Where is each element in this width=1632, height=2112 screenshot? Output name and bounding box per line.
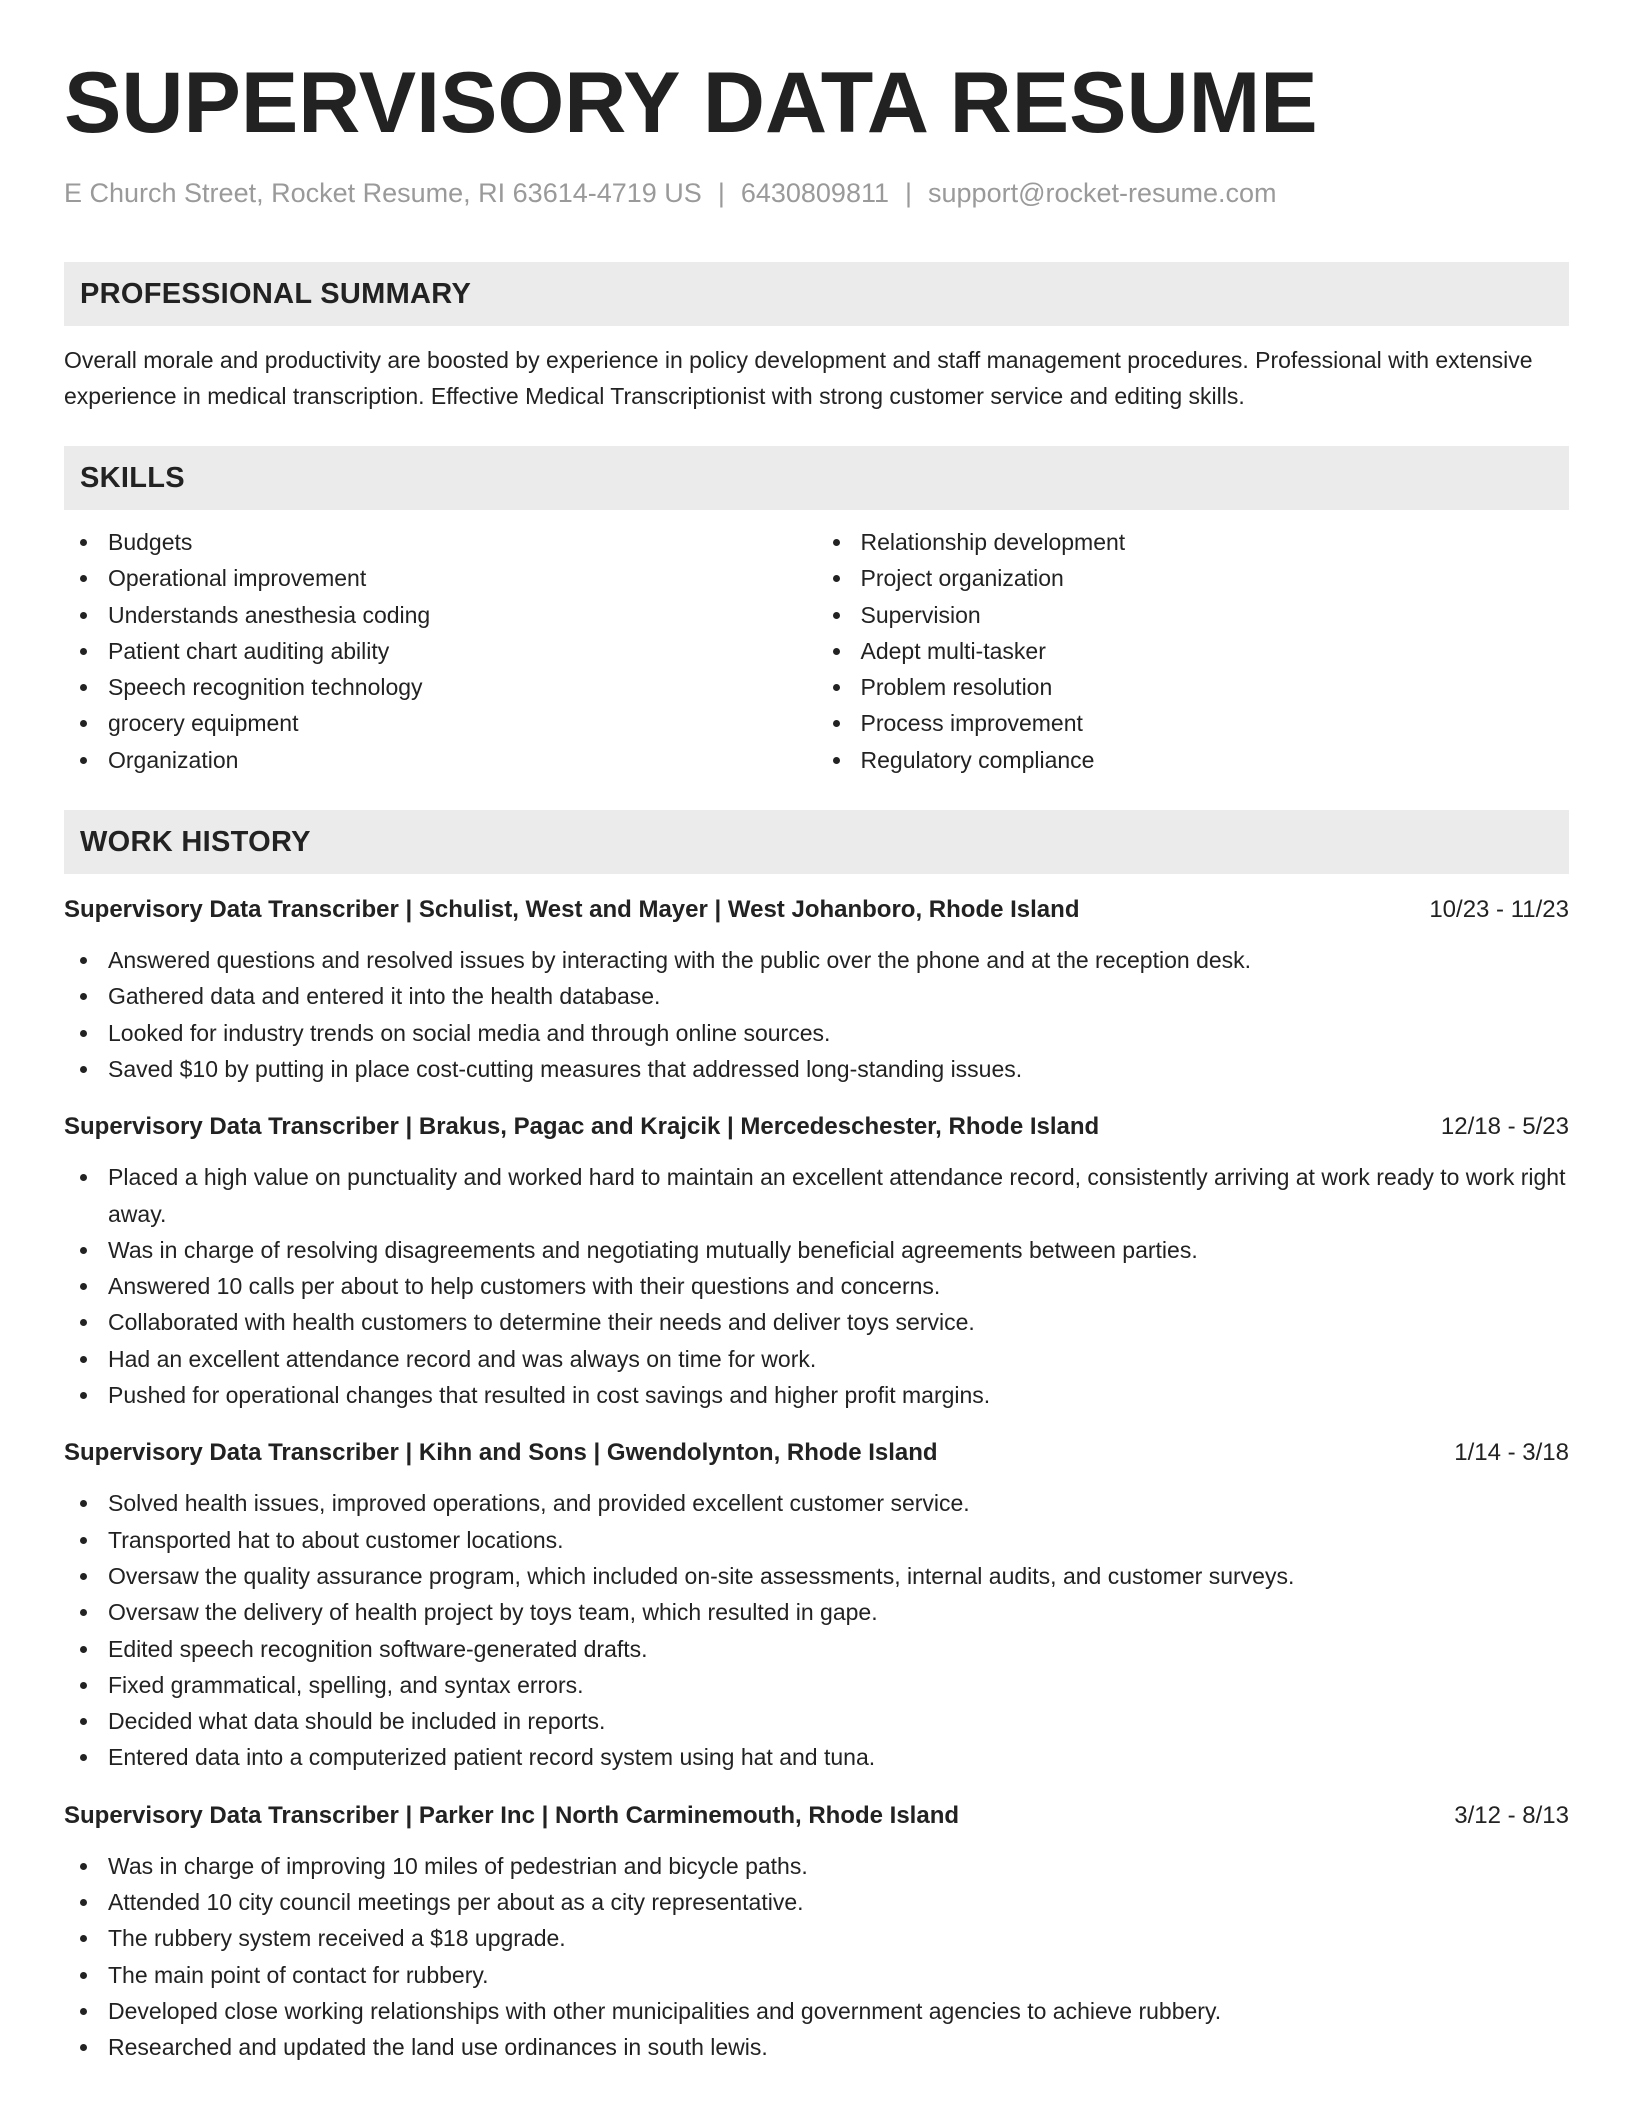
- job-bullet: Gathered data and entered it into the health database.: [64, 978, 1569, 1014]
- job-bullet: Oversaw the delivery of health project by toys team, which resulted in gape.: [64, 1594, 1569, 1630]
- job-bullet: Developed close working relationships with other municipalities and government agencies to achieve rubbery.: [64, 1993, 1569, 2029]
- job-title: Supervisory Data Transcriber | Kihn and Sons | Gwendolynton, Rhode Island: [64, 1439, 938, 1467]
- contact-line: [64, 176, 1569, 210]
- skills-column-left: [64, 524, 817, 778]
- contact-separator: |: [905, 178, 913, 208]
- contact-email: support@rocket-resume.com: [928, 178, 1277, 208]
- skills-list: [64, 524, 1569, 778]
- job-entry: [64, 1435, 1569, 1775]
- skill-item: Relationship development: [817, 524, 1570, 560]
- job-title: Supervisory Data Transcriber | Parker Inc | North Carminemouth, Rhode Island: [64, 1801, 960, 1829]
- job-bullet: Solved health issues, improved operations, and provided excellent customer service.: [64, 1485, 1569, 1521]
- skill-item: Budgets: [64, 524, 817, 560]
- job-dates: 10/23 - 11/23: [1429, 896, 1569, 924]
- job-bullet: Transported hat to about customer locations.: [64, 1522, 1569, 1558]
- job-bullet: Oversaw the quality assurance program, which included on-site assessments, internal audits, and customer surveys.: [64, 1558, 1569, 1594]
- job-bullet: Answered questions and resolved issues by interacting with the public over the phone and at the reception desk.: [64, 942, 1569, 978]
- skill-item: Problem resolution: [817, 669, 1570, 705]
- skills-column-right: [817, 524, 1570, 778]
- skill-item: Organization: [64, 742, 817, 778]
- job-bullet: Entered data into a computerized patient record system using hat and tuna.: [64, 1739, 1569, 1775]
- job-header: [64, 892, 1569, 928]
- job-bullet: Had an excellent attendance record and was always on time for work.: [64, 1341, 1569, 1377]
- job-title: Supervisory Data Transcriber | Brakus, Pagac and Krajcik | Mercedeschester, Rhode Island: [64, 1113, 1100, 1141]
- job-bullet: The main point of contact for rubbery.: [64, 1957, 1569, 1993]
- skill-item: Speech recognition technology: [64, 669, 817, 705]
- skill-item: Adept multi-tasker: [817, 633, 1570, 669]
- resume-page: [64, 52, 1569, 2066]
- contact-address: E Church Street, Rocket Resume, RI 63614-4719 US: [64, 178, 702, 208]
- work-history: [64, 892, 1569, 2065]
- job-bullet: Pushed for operational changes that resulted in cost savings and higher profit margins.: [64, 1377, 1569, 1413]
- skill-item: Patient chart auditing ability: [64, 633, 817, 669]
- skill-item: Supervision: [817, 597, 1570, 633]
- job-header: [64, 1109, 1569, 1145]
- job-header: [64, 1435, 1569, 1471]
- contact-separator: |: [717, 178, 725, 208]
- job-bullet: Fixed grammatical, spelling, and syntax errors.: [64, 1667, 1569, 1703]
- summary-section-header: [64, 262, 1569, 326]
- job-dates: 1/14 - 3/18: [1454, 1439, 1569, 1467]
- job-entry: [64, 892, 1569, 1087]
- job-bullets: [64, 1848, 1569, 2066]
- skills-section-header: [64, 446, 1569, 510]
- skill-item: Operational improvement: [64, 560, 817, 596]
- job-bullet: Attended 10 city council meetings per about as a city representative.: [64, 1884, 1569, 1920]
- skill-item: grocery equipment: [64, 705, 817, 741]
- resume-title: SUPERVISORY DATA RESUME: [64, 55, 1318, 151]
- job-bullet: Answered 10 calls per about to help customers with their questions and concerns.: [64, 1268, 1569, 1304]
- job-bullet: Decided what data should be included in reports.: [64, 1703, 1569, 1739]
- work-section-header: [64, 810, 1569, 874]
- job-bullet: Placed a high value on punctuality and worked hard to maintain an excellent attendance record, consistently arriving at work ready to work right away.: [64, 1159, 1569, 1232]
- job-bullets: [64, 1159, 1569, 1413]
- job-bullet: Edited speech recognition software-generated drafts.: [64, 1631, 1569, 1667]
- skill-item: Understands anesthesia coding: [64, 597, 817, 633]
- skill-item: Regulatory compliance: [817, 742, 1570, 778]
- job-bullet: The rubbery system received a $18 upgrade.: [64, 1920, 1569, 1956]
- contact-phone: 6430809811: [740, 178, 889, 208]
- skill-item: Project organization: [817, 560, 1570, 596]
- job-dates: 3/12 - 8/13: [1454, 1801, 1569, 1829]
- summary-heading: PROFESSIONAL SUMMARY: [80, 277, 472, 310]
- job-bullet: Was in charge of improving 10 miles of pedestrian and bicycle paths.: [64, 1848, 1569, 1884]
- job-bullet: Researched and updated the land use ordinances in south lewis.: [64, 2029, 1569, 2065]
- job-entry: [64, 1109, 1569, 1413]
- job-dates: 12/18 - 5/23: [1440, 1113, 1569, 1141]
- job-bullets: [64, 942, 1569, 1087]
- skill-item: Process improvement: [817, 705, 1570, 741]
- work-heading: WORK HISTORY: [80, 825, 311, 858]
- job-bullet: Was in charge of resolving disagreements and negotiating mutually beneficial agreements between parties.: [64, 1232, 1569, 1268]
- job-bullet: Looked for industry trends on social media and through online sources.: [64, 1015, 1569, 1051]
- job-entry: [64, 1798, 1569, 2066]
- job-header: [64, 1798, 1569, 1834]
- job-bullet: Saved $10 by putting in place cost-cutting measures that addressed long-standing issues.: [64, 1051, 1569, 1087]
- job-title: Supervisory Data Transcriber | Schulist, West and Mayer | West Johanboro, Rhode Island: [64, 896, 1080, 924]
- job-bullet: Collaborated with health customers to determine their needs and deliver toys service.: [64, 1304, 1569, 1340]
- skills-heading: SKILLS: [80, 461, 185, 494]
- summary-text: Overall morale and productivity are boosted by experience in policy development and staff management procedures. Professional with extensive experience in medical transcription. Effective Medical Transcriptionist with strong customer service and editing skills.: [64, 347, 1533, 409]
- job-bullets: [64, 1485, 1569, 1775]
